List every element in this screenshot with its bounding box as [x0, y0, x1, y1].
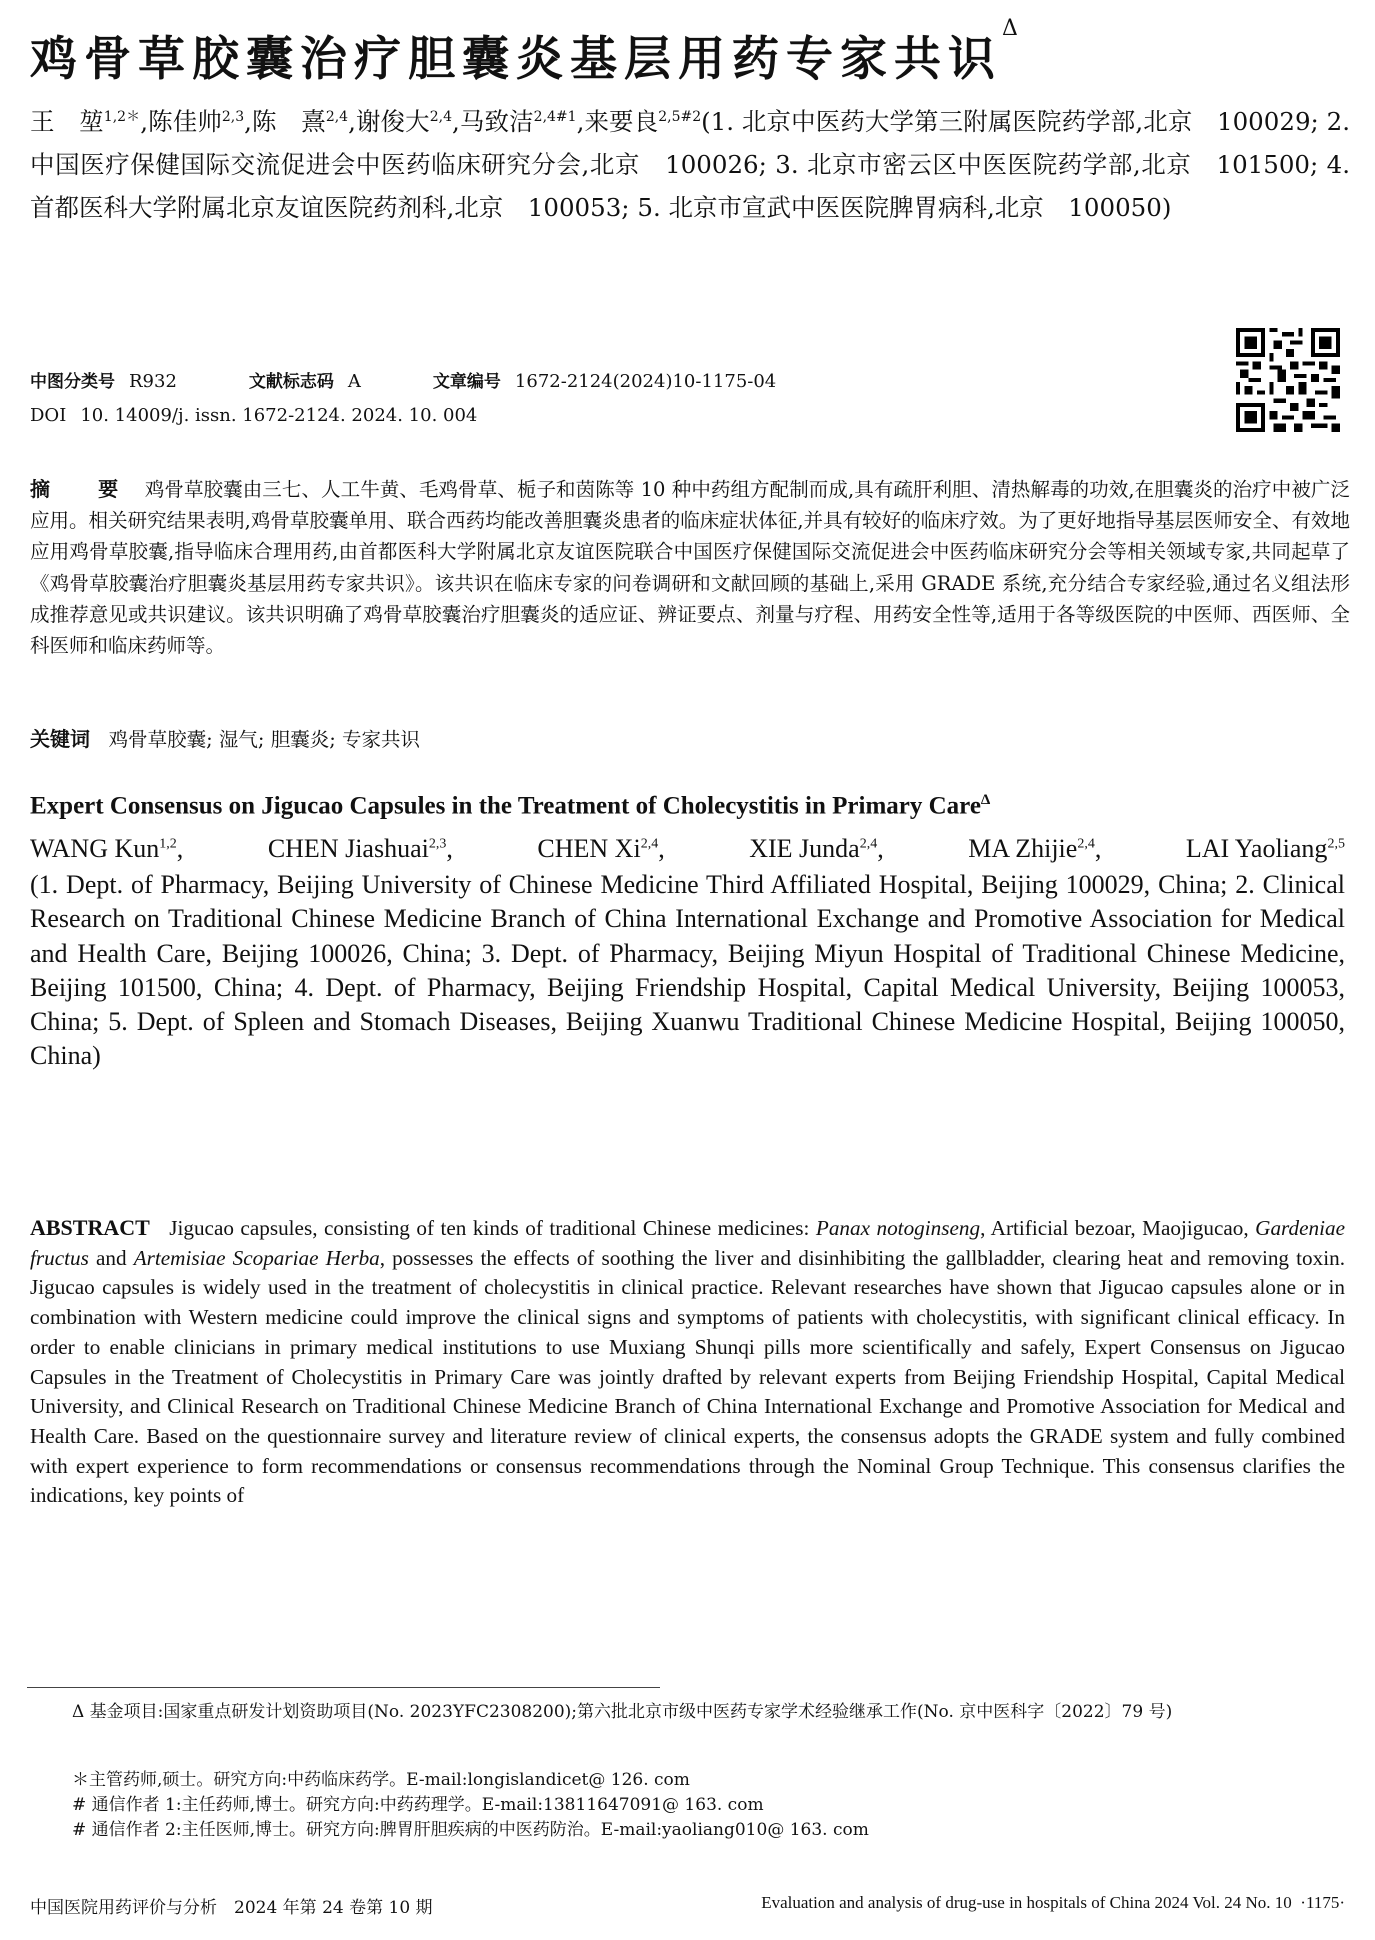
- keywords-cn: 关键词 鸡骨草胶囊; 湿气; 胆囊炎; 专家共识: [30, 727, 421, 751]
- latin-name: Artemisiae Scopariae Herba: [133, 1245, 380, 1270]
- page-number: ·1175·: [1300, 1893, 1345, 1912]
- abstract-en-label: ABSTRACT: [30, 1215, 150, 1240]
- footnote-first-author: ＊主管药师,硕士。研究方向:中药临床药学。E-mail:longislandicet@ 126. com: [72, 1770, 690, 1790]
- paper-title-en: [30, 792, 990, 820]
- doi-label: DOI: [30, 405, 67, 426]
- author-en: LAI Yaoliang$^{2,5}$: [1185, 834, 1345, 863]
- title-en-text: Expert Consensus on Jigucao Capsules in the Treatment of Cholecystitis in Primary Care: [30, 792, 981, 820]
- keyword: 鸡骨草胶囊: [108, 728, 207, 751]
- abstract-cn-label: 摘 要: [30, 477, 133, 501]
- footnote-corresponding-1: # 通信作者 1:主任药师,博士。研究方向:中药药理学。E-mail:13811647091@ 163. com: [72, 1795, 764, 1815]
- authors-affiliations-cn: 王 堃$^{1,2*}$,陈佳帅$^{2,3}$,陈 熹$^{2,4}$,谢俊大$^{2,4}$,马致洁$^{2,4\#1}$,来要良$^{2,5\#2}$(1. 北京中医药大学第三附属医院药学部,北京 100029; 2. 中国医疗保健国际交流促进会中医药临床研究分会,北京 100026; 3. 北京市密云区中医医院药学部,北京 101500; 4. 首都医科大学附属北京友谊医院药剂科,北京 100053; 5. 北京市宣武中医医院脾胃病科,北京 100050): [30, 107, 1351, 222]
- doi-line: [30, 405, 477, 426]
- abstract-cn: [30, 474, 1350, 661]
- authors-en: [30, 832, 1345, 866]
- abstract-cn-text: 鸡骨草胶囊由三七、人工牛黄、毛鸡骨草、栀子和茵陈等 10 种中药组方配制而成,具有疏肝利胆、清热解毒的功效,在胆囊炎的治疗中被广泛应用。相关研究结果表明,鸡骨草胶囊单用、联合西药均能改善胆囊炎患者的临床症状体征,并具有较好的临床疗效。为了更好地指导基层医师安全、有效地应用鸡骨草胶囊,指导临床合理用药,由首都医科大学附属北京友谊医院联合中国医疗保健国际交流促进会中医药临床研究分会等相关领域专家,共同起草了《鸡骨草胶囊治疗胆囊炎基层用药专家共识》。该共识在临床专家的问卷调研和文献回顾的基础上,采用 GRADE 系统,充分结合专家经验,通过名义组法形成推荐意见或共识建议。该共识明确了鸡骨草胶囊治疗胆囊炎的适应证、辨证要点、剂量与疗程、用药安全性等,适用于各等级医院的中医师、西医师、全科医师和临床药师等。: [30, 478, 1350, 658]
- affiliations-cn: (1. 北京中医药大学第三附属医院药学部,北京 100029; 2. 中国医疗保健国际交流促进会中医药临床研究分会,北京 100026; 3. 北京市密云区中医医院药学部,北京 101500; 4. 首都医科大学附属北京友谊医院药剂科,北京 100053; 5. 北京市宣武中医医院脾胃病科,北京 100050): [30, 107, 1351, 222]
- title-text: 鸡骨草胶囊治疗胆囊炎基层用药专家共识: [30, 32, 1002, 87]
- footnote-corresponding-2: # 通信作者 2:主任医师,博士。研究方向:脾胃肝胆疾病的中医药防治。E-mail:yaoliang010@ 163. com: [72, 1820, 869, 1840]
- funding-mark: Δ: [1002, 16, 1018, 41]
- doi-link[interactable]: 10. 14009/j. issn. 1672-2124. 2024. 10. 004: [80, 405, 478, 426]
- keyword: 胆囊炎: [270, 728, 330, 751]
- author: 王 堃$^{1,2*}$: [30, 107, 141, 136]
- author: 陈 熹$^{2,4}$: [251, 107, 349, 136]
- funding-mark: Δ: [980, 792, 991, 808]
- author-en: XIE Junda$^{2,4}$,: [749, 834, 884, 863]
- footnote-divider: [27, 1687, 660, 1688]
- author: 马致洁$^{2,4\#1}$: [459, 107, 577, 136]
- qr-code-icon[interactable]: [1236, 328, 1340, 432]
- keyword: 湿气: [218, 728, 258, 751]
- author-en: WANG Kun$^{1,2}$,: [30, 834, 184, 863]
- affiliations-en: (1. Dept. of Pharmacy, Beijing University of Chinese Medicine Third Affiliated Hospital, Beijing 100029, China; 2. Clinical Research on Traditional Chinese Medicine Branch of China International Exchange and Promotive Association for Medical and Health Care, Beijing 100026, China; 3. Dept. of Pharmacy, Beijing Miyun Hospital of Traditional Chinese Medicine, Beijing 101500, China; 4. Dept. of Pharmacy, Beijing Friendship Hospital, Capital Medical University, Beijing 100053, China; 5. Dept. of Spleen and Stomach Diseases, Beijing Xuanwu Traditional Chinese Medicine Hospital, Beijing 100050, China): [30, 870, 1345, 1071]
- doc-code-value: A: [347, 371, 361, 392]
- footer-journal-en: Evaluation and analysis of drug-use in hospitals of China 2024 Vol. 24 No. 10 ·1175·: [761, 1893, 1345, 1912]
- abstract-en: ABSTRACT Jigucao capsules, consisting of ten kinds of traditional Chinese medicines: Panax notoginseng, Artificial bezoar, Maojigucao, Gardeniae fructus and Artemisiae Scopariae Herba, possesses the effects of soothing the liver and disinhibiting the gallbladder, clearing heat and removing toxin. Jigucao capsules is widely used in the treatment of cholecystitis in clinical practice. Relevant researches have shown that Jigucao capsules alone or in combination with Western medicine could improve the clinical signs and symptoms of patients with cholecystitis, with significant clinical efficacy. In order to enable clinicians in primary medical institutions to use Muxiang Shunqi pills more scientifically and safely, Expert Consensus on Jigucao Capsules in the Treatment of Cholecystitis in Primary Care was jointly drafted by relevant experts from Beijing Friendship Hospital, Capital Medical University, and Clinical Research on Traditional Chinese Medicine Branch of China International Exchange and Promotive Association for Medical and Health Care. Based on the questionnaire survey and literature review of clinical experts, the consensus adopts the GRADE system and fully combined with expert experience to form recommendations or consensus recommendations through the Nominal Group Technique. This consensus clarifies the indications, key points of: [30, 1215, 1345, 1508]
- latin-name: Panax notoginseng: [815, 1216, 981, 1240]
- doc-code-label: 文献标志码: [248, 372, 334, 392]
- author-en: CHEN Xi$^{2,4}$,: [537, 834, 665, 863]
- author: 谢俊大$^{2,4}$: [355, 107, 452, 136]
- clc-value: R932: [129, 371, 177, 392]
- paper-title-cn: [30, 16, 1018, 89]
- author-en: CHEN Jiashuai$^{2,3}$,: [267, 834, 453, 863]
- keyword: 专家共识: [342, 728, 421, 751]
- article-no-label: 文章编号: [432, 372, 501, 392]
- author: 来要良$^{2,5\#2}$: [584, 107, 702, 136]
- article-no-value: 1672-2124(2024)10-1175-04: [514, 371, 777, 392]
- footer-journal-cn: 中国医院用药评价与分析 2024 年第 24 卷第 10 期: [30, 1898, 433, 1918]
- latin-name: Gardeniae fructus: [30, 1216, 1345, 1270]
- author: 陈佳帅$^{2,3}$: [148, 107, 245, 136]
- classification-line: [30, 367, 776, 392]
- keywords-cn-label: 关键词: [30, 727, 90, 751]
- clc-label: 中图分类号: [30, 372, 115, 392]
- author-en: MA Zhijie$^{2,4}$,: [968, 834, 1102, 863]
- footnote-funding: Δ 基金项目:国家重点研发计划资助项目(No. 2023YFC2308200);第六批北京市级中医药专家学术经验继承工作(No. 京中医科字〔2022〕79 号): [72, 1702, 1173, 1722]
